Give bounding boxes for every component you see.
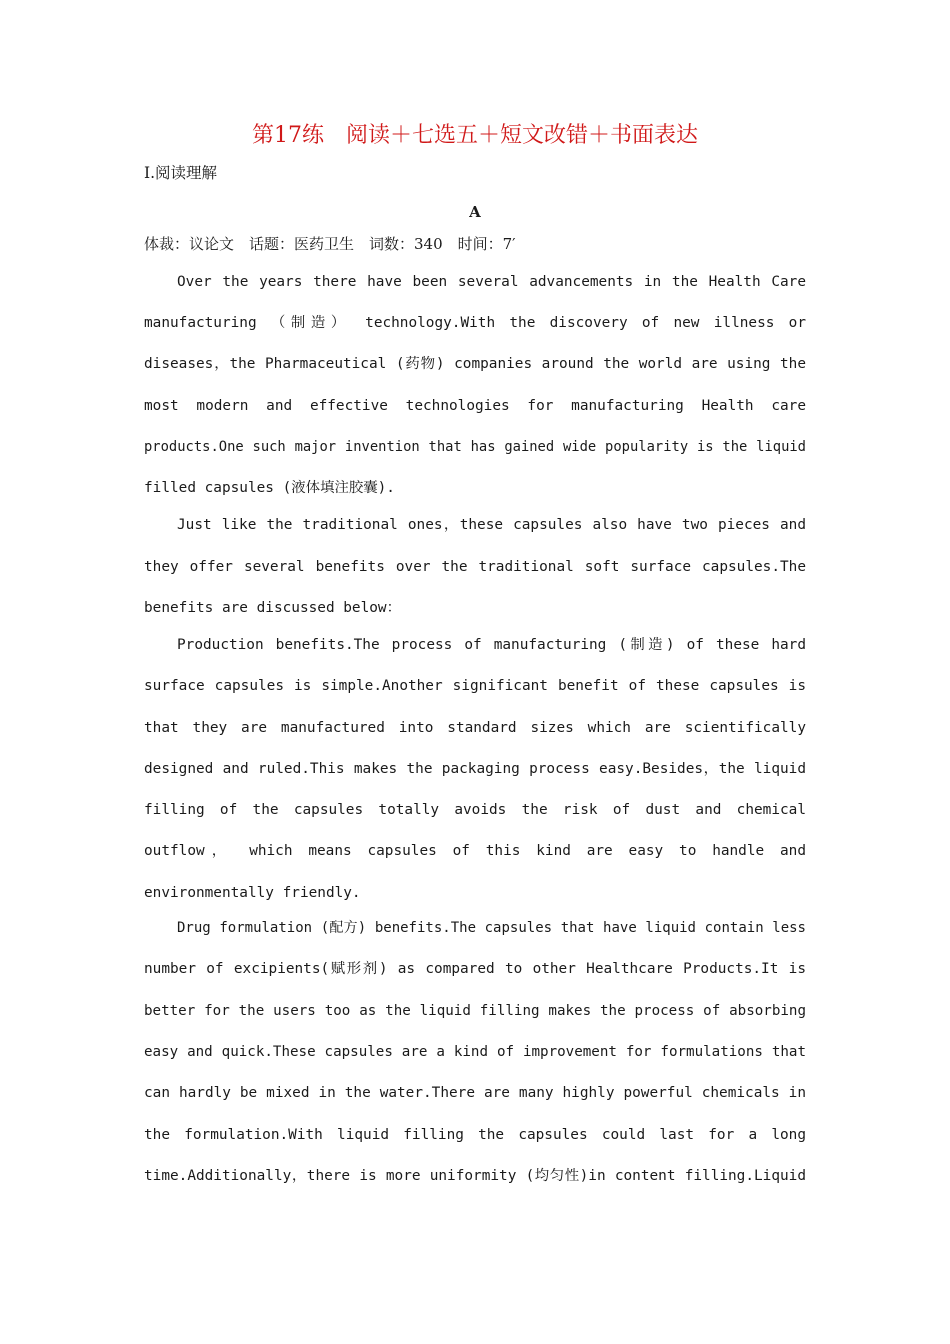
text-line: designed and ruled.This makes the packaging process easy.Besides，the liquid: [144, 761, 806, 777]
text-line: they offer several benefits over the traditional soft surface capsules.The: [144, 559, 806, 575]
passage-letter: A: [469, 203, 481, 221]
text-line: can hardly be mixed in the water.There are many highly powerful chemicals in: [144, 1085, 806, 1101]
text-line: filled capsules (液体填注胶囊).: [144, 480, 395, 496]
text-line: that they are manufactured into standard sizes which are scientifically: [144, 720, 806, 736]
passage-meta: 体裁：议论文 话题：医药卫生 词数：340 时间：7′: [144, 235, 516, 253]
text-line: surface capsules is simple.Another significant benefit of these capsules is: [144, 678, 806, 694]
text-line: most modern and effective technologies for manufacturing Health care: [144, 398, 806, 414]
text-line: outflow， which means capsules of this kind are easy to handle and: [144, 843, 806, 859]
text-line: diseases，the Pharmaceutical (药物) companies around the world are using the: [144, 356, 806, 372]
section-heading: Ⅰ.阅读理解: [144, 164, 218, 182]
text-line: Over the years there have been several advancements in the Health Care: [177, 274, 806, 290]
text-line: manufacturing （制造） technology.With the discovery of new illness or: [144, 315, 806, 331]
text-line: environmentally friendly.: [144, 885, 361, 901]
text-line: products.One such major invention that has gained wide popularity is the liquid: [144, 439, 806, 455]
text-line: Just like the traditional ones，these capsules also have two pieces and: [177, 517, 806, 533]
text-line: number of excipients(赋形剂) as compared to other Healthcare Products.It is: [144, 961, 806, 977]
text-line: easy and quick.These capsules are a kind of improvement for formulations that: [144, 1044, 806, 1060]
text-line: better for the users too as the liquid filling makes the process of absorbing: [144, 1003, 806, 1019]
text-line: time.Additionally，there is more uniformity (均匀性)in content filling.Liquid: [144, 1168, 806, 1184]
text-line: the formulation.With liquid filling the capsules could last for a long: [144, 1127, 806, 1143]
text-line: filling of the capsules totally avoids the risk of dust and chemical: [144, 802, 806, 818]
text-line: Production benefits.The process of manufacturing (制造) of these hard: [177, 637, 806, 653]
page-title: 第17练 阅读＋七选五＋短文改错＋书面表达: [252, 123, 698, 148]
text-line: benefits are discussed below：: [144, 600, 401, 616]
text-line: Drug formulation (配方) benefits.The capsules that have liquid contain less: [177, 920, 806, 936]
